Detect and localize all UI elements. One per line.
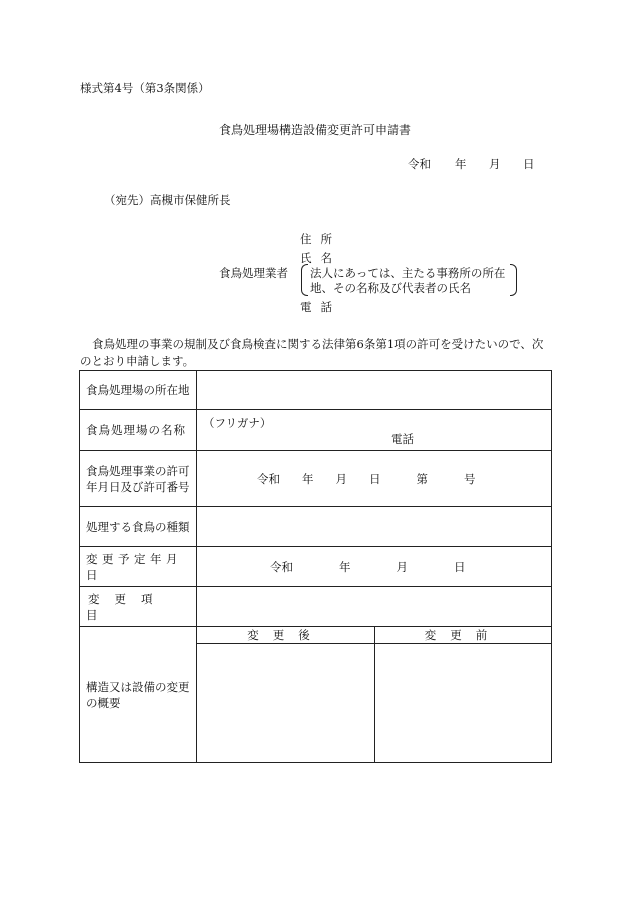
location-field[interactable] xyxy=(197,371,552,410)
change-date-label xyxy=(80,547,197,587)
name-label: 氏名 xyxy=(300,251,341,265)
bird-type-label: 処理する食鳥の種類 xyxy=(80,507,197,547)
bird-type-field[interactable] xyxy=(197,507,552,547)
change-day: 日 xyxy=(454,559,466,574)
date-era: 令和 xyxy=(408,157,431,171)
permit-field[interactable] xyxy=(197,451,552,507)
permit-year: 年 xyxy=(302,471,314,486)
permit-no-prefix: 第 xyxy=(416,471,428,486)
intro-line1: 食鳥処理の事業の規制及び食鳥検査に関する法律第6条第1項の許可を受けたいので、次 xyxy=(92,337,544,351)
addressee: （宛先）高槻市保健所長 xyxy=(104,193,231,207)
permit-label-line2: 年月日及び許可番号 xyxy=(86,479,190,494)
change-era: 令和 xyxy=(270,559,293,574)
row-location xyxy=(80,371,552,410)
date-year: 年 xyxy=(455,157,467,171)
permit-no-suffix: 号 xyxy=(464,471,476,486)
form-number: 様式第4号（第3条関係） xyxy=(80,81,210,95)
document-title: 食鳥処理場構造設備変更許可申請書 xyxy=(218,123,411,137)
row-facility-name xyxy=(80,410,552,451)
facility-phone-label: 電話 xyxy=(391,432,414,446)
corporate-note-line1: 法人にあっては、主たる事務所の所在 xyxy=(310,266,506,280)
summary-label-line1: 構造又は設備の変更 xyxy=(86,679,190,694)
permit-day: 日 xyxy=(369,471,381,486)
date-day: 日 xyxy=(523,157,535,171)
before-field[interactable] xyxy=(375,644,552,763)
location-label: 食鳥処理場の所在地 xyxy=(80,371,197,410)
facility-name-label: 食鳥処理場の名称 xyxy=(80,410,197,451)
permit-label-line1: 食鳥処理事業の許可 xyxy=(86,463,190,478)
address-label: 住所 xyxy=(300,232,341,246)
change-date-field[interactable] xyxy=(197,547,552,587)
change-item-label xyxy=(80,587,197,627)
permit-label xyxy=(80,451,197,507)
after-field[interactable] xyxy=(197,644,375,763)
change-month: 月 xyxy=(396,559,408,574)
change-item-label-text: 変更項目 xyxy=(86,591,168,622)
date-month: 月 xyxy=(489,157,501,171)
row-change-item xyxy=(80,587,552,627)
after-label: 変更後 xyxy=(247,628,324,642)
phone-label: 電話 xyxy=(300,300,341,314)
furigana-label: （フリガナ） xyxy=(203,416,272,430)
permit-month: 月 xyxy=(335,471,347,486)
row-permit xyxy=(80,451,552,507)
bracket-left xyxy=(301,264,308,296)
permit-era: 令和 xyxy=(257,471,280,486)
summary-label-line2: の概要 xyxy=(86,695,121,710)
bracket-right xyxy=(510,264,517,296)
operator-label: 食鳥処理業者 xyxy=(219,266,288,280)
change-item-field[interactable] xyxy=(197,587,552,627)
application-table xyxy=(79,370,552,763)
change-year: 年 xyxy=(339,559,351,574)
summary-label xyxy=(80,627,197,763)
change-date-label-text: 変更予定年月日 xyxy=(86,551,182,582)
facility-name-field[interactable] xyxy=(197,410,552,451)
row-summary-header xyxy=(80,627,552,644)
row-bird-type xyxy=(80,507,552,547)
before-header xyxy=(375,627,552,644)
intro-line2: のとおり申請します。 xyxy=(80,354,195,368)
after-header xyxy=(197,627,375,644)
row-change-date xyxy=(80,547,552,587)
corporate-note-line2: 地、その名称及び代表者の氏名 xyxy=(310,281,471,295)
before-label: 変更前 xyxy=(424,628,502,642)
